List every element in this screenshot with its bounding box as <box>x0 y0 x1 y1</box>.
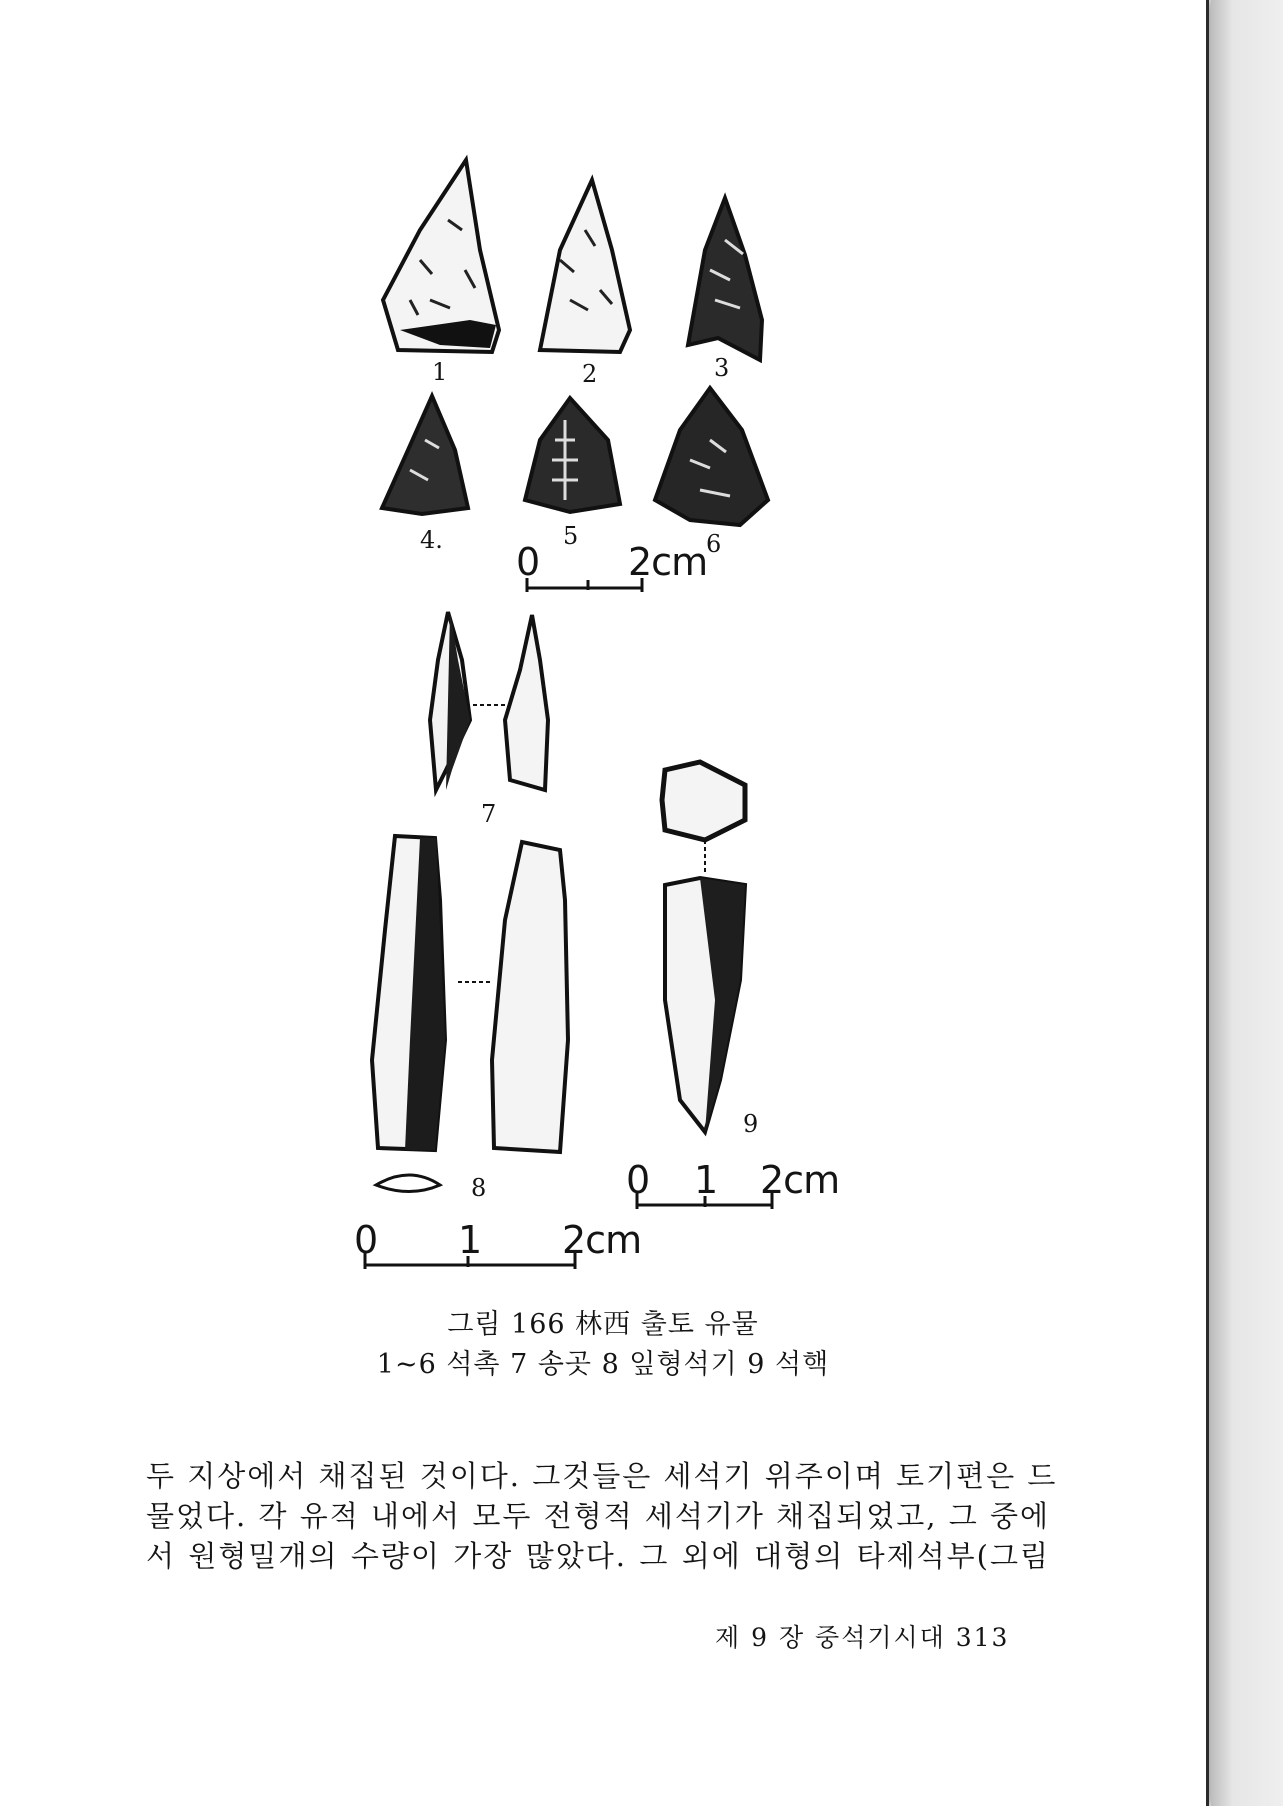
scale-3-mid: 1 <box>458 1218 482 1262</box>
artifact-label-5: 5 <box>563 522 579 550</box>
artifact-5-arrowhead <box>525 398 620 512</box>
artifact-8-blade <box>372 836 568 1192</box>
artifact-label-6: 6 <box>706 530 722 558</box>
artifact-3-arrowhead <box>688 198 762 360</box>
figure-caption-legend: 1~6 석촉 7 송곳 8 잎형석기 9 석핵 <box>376 1349 830 1380</box>
artifact-label-7: 7 <box>481 800 497 828</box>
page-edge <box>1211 0 1283 1806</box>
artifact-label-8: 8 <box>471 1174 487 1202</box>
body-line-2: 물었다. 각 유적 내에서 모두 전형적 세석기가 채집되었고, 그 중에 <box>146 1499 1050 1533</box>
scale-3-zero: 0 <box>354 1218 378 1262</box>
artifact-1-arrowhead <box>383 160 499 352</box>
artifact-label-4: 4. <box>420 526 443 554</box>
scale-1-end: 2cm <box>628 540 708 584</box>
scale-bar-1 <box>527 578 642 592</box>
artifact-9-core <box>662 762 745 1132</box>
artifact-label-3: 3 <box>714 354 730 382</box>
artifact-label-9: 9 <box>743 1110 759 1138</box>
artifact-7-borer <box>430 612 548 790</box>
body-line-1: 두 지상에서 채집된 것이다. 그것들은 세석기 위주이며 토기편은 드 <box>146 1459 1058 1493</box>
scale-2-mid: 1 <box>694 1158 718 1202</box>
scale-3-end: 2cm <box>562 1218 642 1262</box>
scale-2-end: 2cm <box>760 1158 840 1202</box>
artifact-label-1: 1 <box>432 358 448 386</box>
scale-1-zero: 0 <box>516 540 540 584</box>
running-footer: 제 9 장 중석기시대 313 <box>715 1623 1010 1652</box>
scale-2-zero: 0 <box>626 1158 650 1202</box>
artifact-label-2: 2 <box>582 360 598 388</box>
artifact-4-arrowhead <box>382 396 468 514</box>
body-line-3: 서 원형밀개의 수량이 가장 많았다. 그 외에 대형의 타제석부(그림 <box>146 1539 1050 1573</box>
artifact-2-arrowhead <box>540 180 630 352</box>
figure-caption-title: 그림 166 林西 출토 유물 <box>447 1309 759 1340</box>
artifact-6-arrowhead <box>655 388 768 525</box>
